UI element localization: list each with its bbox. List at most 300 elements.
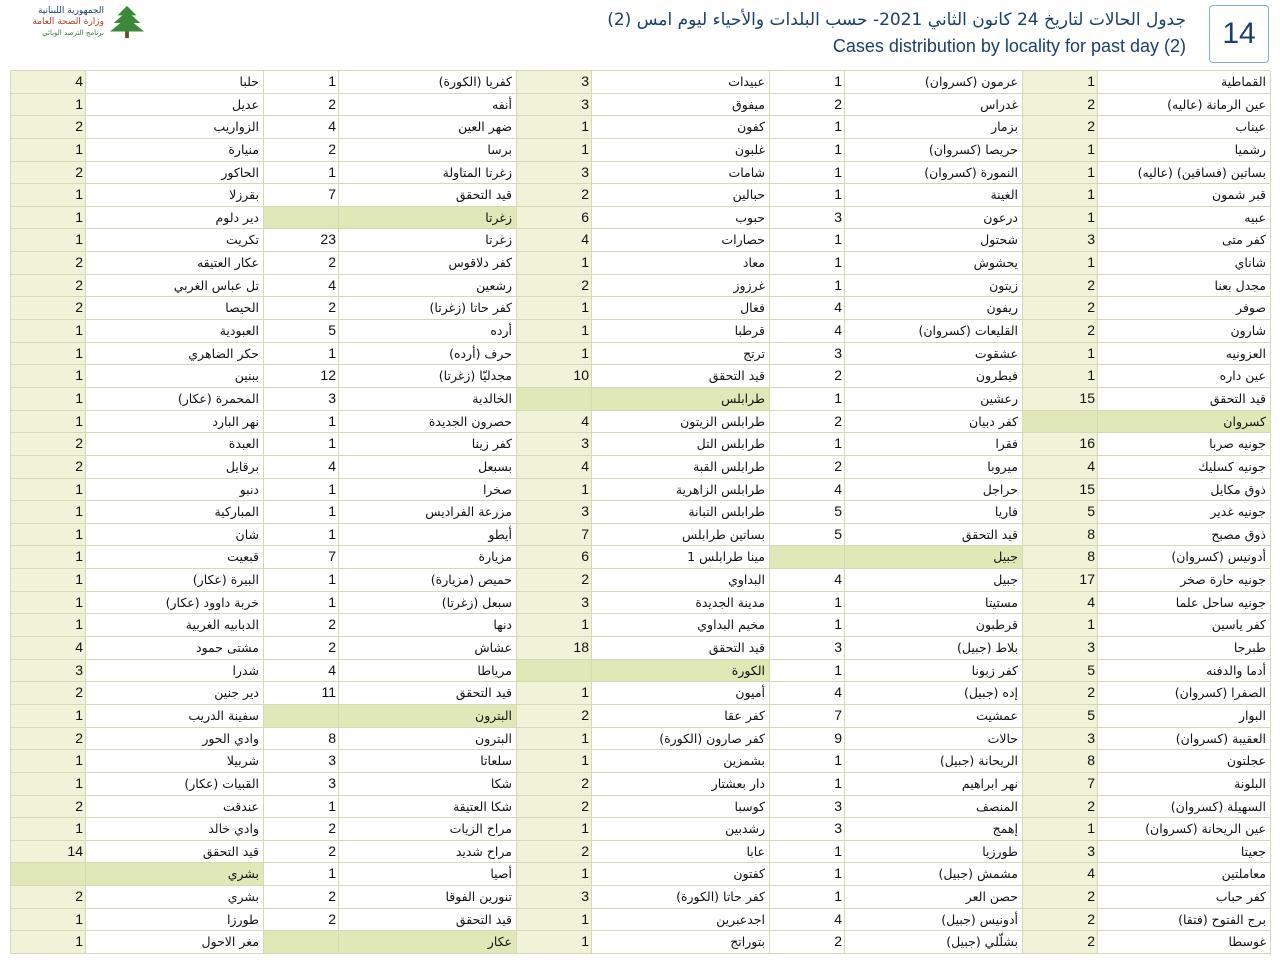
locality-cell: برسا bbox=[339, 139, 517, 162]
count-cell: 3 bbox=[264, 750, 339, 773]
count-cell: 1 bbox=[770, 139, 845, 162]
count-cell bbox=[1023, 411, 1098, 434]
count-cell: 1 bbox=[1023, 162, 1098, 185]
locality-cell: طرابلس الزاهرية bbox=[592, 479, 770, 502]
locality-cell: طبرجا bbox=[1098, 637, 1271, 660]
count-cell: 1 bbox=[264, 796, 339, 819]
locality-cell: الزواريب bbox=[86, 116, 264, 139]
locality-cell: مخيم البداوي bbox=[592, 614, 770, 637]
count-cell: 1 bbox=[11, 94, 86, 117]
count-cell: 5 bbox=[1023, 705, 1098, 728]
count-cell: 4 bbox=[770, 479, 845, 502]
locality-cell: كفر حاتا (الكورة) bbox=[592, 886, 770, 909]
locality-cell: كوسبا bbox=[592, 796, 770, 819]
locality-cell: حلبا bbox=[86, 71, 264, 94]
locality-cell: قيد التحقق bbox=[339, 682, 517, 705]
locality-cell: نهر ابراهيم bbox=[845, 773, 1023, 796]
locality-cell: معاملتين bbox=[1098, 863, 1271, 886]
locality-cell: دير جنين bbox=[86, 682, 264, 705]
count-cell: 2 bbox=[11, 252, 86, 275]
locality-cell: ريفون bbox=[845, 297, 1023, 320]
locality-cell: سلعاتا bbox=[339, 750, 517, 773]
locality-cell: رشدبين bbox=[592, 818, 770, 841]
locality-cell: البيرة (عكار) bbox=[86, 569, 264, 592]
locality-cell: قرطبا bbox=[592, 320, 770, 343]
page-header bbox=[0, 0, 1280, 68]
locality-cell: غلبون bbox=[592, 139, 770, 162]
locality-cell: أدما والدفنه bbox=[1098, 660, 1271, 683]
count-cell: 2 bbox=[264, 252, 339, 275]
locality-cell: شارون bbox=[1098, 320, 1271, 343]
locality-cell: عين داره bbox=[1098, 365, 1271, 388]
count-cell: 4 bbox=[770, 909, 845, 932]
count-cell: 1 bbox=[1023, 818, 1098, 841]
locality-cell: كفر دلاقوس bbox=[339, 252, 517, 275]
locality-cell: وادي الحور bbox=[86, 728, 264, 751]
locality-cell: بتوراتج bbox=[592, 931, 770, 954]
locality-cell: كفر زبونا bbox=[845, 660, 1023, 683]
locality-cell: عمشيت bbox=[845, 705, 1023, 728]
count-cell: 23 bbox=[264, 229, 339, 252]
locality-cell: طورزا bbox=[86, 909, 264, 932]
locality-cell: المنصف bbox=[845, 796, 1023, 819]
locality-cell: جونيه حارة صخر bbox=[1098, 569, 1271, 592]
count-cell: 2 bbox=[264, 94, 339, 117]
count-cell: 1 bbox=[770, 773, 845, 796]
locality-cell: المحمرة (عكار) bbox=[86, 388, 264, 411]
count-cell: 1 bbox=[11, 773, 86, 796]
count-cell: 1 bbox=[11, 343, 86, 366]
count-cell: 11 bbox=[264, 682, 339, 705]
locality-cell: مشتى حمود bbox=[86, 637, 264, 660]
locality-cell: تنورين الفوقا bbox=[339, 886, 517, 909]
count-cell: 1 bbox=[770, 388, 845, 411]
district-header-cell: البترون bbox=[339, 705, 517, 728]
page-title-english: Cases distribution by locality for past day (2) bbox=[832, 36, 1186, 56]
count-cell: 4 bbox=[517, 229, 592, 252]
count-cell: 3 bbox=[1023, 728, 1098, 751]
count-cell: 1 bbox=[11, 320, 86, 343]
locality-cell: حرف (أرده) bbox=[339, 343, 517, 366]
locality-cell: ببنين bbox=[86, 365, 264, 388]
locality-cell: مراح شديد bbox=[339, 841, 517, 864]
count-cell: 4 bbox=[264, 660, 339, 683]
count-cell: 2 bbox=[1023, 297, 1098, 320]
ministry-logo bbox=[8, 2, 140, 44]
count-cell bbox=[264, 207, 339, 230]
locality-cell: قيد التحقق bbox=[339, 184, 517, 207]
locality-cell: طرابلس القبة bbox=[592, 456, 770, 479]
count-cell: 2 bbox=[1023, 931, 1098, 954]
count-cell: 9 bbox=[770, 728, 845, 751]
count-cell: 2 bbox=[1023, 94, 1098, 117]
count-cell: 1 bbox=[1023, 207, 1098, 230]
locality-cell: عشاش bbox=[339, 637, 517, 660]
count-cell: 2 bbox=[517, 773, 592, 796]
count-cell: 5 bbox=[1023, 501, 1098, 524]
count-cell: 1 bbox=[264, 433, 339, 456]
locality-cell: ميفوق bbox=[592, 94, 770, 117]
count-cell: 1 bbox=[11, 229, 86, 252]
locality-cell: جعيتا bbox=[1098, 841, 1271, 864]
count-cell: 2 bbox=[11, 116, 86, 139]
count-cell: 3 bbox=[517, 162, 592, 185]
count-cell: 1 bbox=[11, 365, 86, 388]
count-cell: 8 bbox=[1023, 546, 1098, 569]
count-cell: 3 bbox=[264, 388, 339, 411]
locality-cell: شاناي bbox=[1098, 252, 1271, 275]
count-cell: 1 bbox=[264, 479, 339, 502]
count-cell: 2 bbox=[517, 705, 592, 728]
locality-cell: أرده bbox=[339, 320, 517, 343]
locality-cell: النمورة (كسروان) bbox=[845, 162, 1023, 185]
locality-cell: مرياطا bbox=[339, 660, 517, 683]
locality-cell: عرمون (كسروان) bbox=[845, 71, 1023, 94]
count-cell: 6 bbox=[517, 207, 592, 230]
locality-cell: أنفه bbox=[339, 94, 517, 117]
count-cell: 1 bbox=[11, 818, 86, 841]
count-cell: 1 bbox=[11, 931, 86, 954]
count-cell: 3 bbox=[770, 207, 845, 230]
count-cell: 2 bbox=[11, 682, 86, 705]
locality-cell: عديل bbox=[86, 94, 264, 117]
locality-cell: عابا bbox=[592, 841, 770, 864]
locality-cell: يحشوش bbox=[845, 252, 1023, 275]
locality-cell: الخالدية bbox=[339, 388, 517, 411]
locality-cell: مينا طرابلس 1 bbox=[592, 546, 770, 569]
locality-cell: طرابلس التل bbox=[592, 433, 770, 456]
count-cell: 17 bbox=[1023, 569, 1098, 592]
locality-cell: مستيتا bbox=[845, 592, 1023, 615]
count-cell: 1 bbox=[1023, 184, 1098, 207]
count-cell: 1 bbox=[11, 592, 86, 615]
count-cell: 4 bbox=[264, 275, 339, 298]
count-cell: 1 bbox=[517, 750, 592, 773]
locality-cell: بشمزين bbox=[592, 750, 770, 773]
count-cell: 4 bbox=[1023, 863, 1098, 886]
count-cell: 1 bbox=[517, 116, 592, 139]
district-header-cell: الكورة bbox=[592, 660, 770, 683]
count-cell: 14 bbox=[11, 841, 86, 864]
count-cell: 1 bbox=[264, 343, 339, 366]
locality-cell: قبعيت bbox=[86, 546, 264, 569]
locality-cell: كفر ياسين bbox=[1098, 614, 1271, 637]
locality-cell: عين الريحانة (كسروان) bbox=[1098, 818, 1271, 841]
locality-cell: الحيصا bbox=[86, 297, 264, 320]
locality-cell: كفر حباب bbox=[1098, 886, 1271, 909]
count-cell: 3 bbox=[517, 592, 592, 615]
count-cell: 2 bbox=[517, 841, 592, 864]
locality-cell: أدونيس (جبيل) bbox=[845, 909, 1023, 932]
count-cell: 1 bbox=[770, 71, 845, 94]
locality-cell: البداوي bbox=[592, 569, 770, 592]
locality-cell: البلونة bbox=[1098, 773, 1271, 796]
count-cell: 1 bbox=[1023, 71, 1098, 94]
count-cell: 3 bbox=[770, 637, 845, 660]
count-cell: 1 bbox=[11, 524, 86, 547]
count-cell: 4 bbox=[1023, 592, 1098, 615]
locality-cell: ذوق مكايل bbox=[1098, 479, 1271, 502]
locality-cell: كفر عقا bbox=[592, 705, 770, 728]
locality-cell: قيد التحقق bbox=[592, 637, 770, 660]
count-cell: 3 bbox=[770, 796, 845, 819]
count-cell: 1 bbox=[11, 184, 86, 207]
locality-cell: ميروبا bbox=[845, 456, 1023, 479]
locality-cell: صخرا bbox=[339, 479, 517, 502]
count-cell: 2 bbox=[1023, 275, 1098, 298]
count-cell: 10 bbox=[517, 365, 592, 388]
count-cell: 4 bbox=[770, 682, 845, 705]
locality-cell: القبيات (عكار) bbox=[86, 773, 264, 796]
count-cell: 8 bbox=[264, 728, 339, 751]
locality-cell: رشعين bbox=[339, 275, 517, 298]
locality-cell: الدبابيه الغربية bbox=[86, 614, 264, 637]
locality-cell: بلاط (جبيل) bbox=[845, 637, 1023, 660]
locality-cell: قبر شمون bbox=[1098, 184, 1271, 207]
count-cell: 2 bbox=[1023, 116, 1098, 139]
count-cell: 2 bbox=[770, 411, 845, 434]
locality-cell: العزونيه bbox=[1098, 343, 1271, 366]
district-header-cell: كسروان bbox=[1098, 411, 1271, 434]
locality-cell: كفر متى bbox=[1098, 229, 1271, 252]
count-cell: 3 bbox=[11, 660, 86, 683]
locality-cell: طرابلس الزيتون bbox=[592, 411, 770, 434]
count-cell: 1 bbox=[770, 184, 845, 207]
count-cell bbox=[517, 660, 592, 683]
count-cell: 1 bbox=[770, 229, 845, 252]
count-cell: 2 bbox=[11, 297, 86, 320]
count-cell: 1 bbox=[1023, 252, 1098, 275]
district-header-cell: بشري bbox=[86, 863, 264, 886]
count-cell: 3 bbox=[1023, 637, 1098, 660]
locality-cell: حريصا (كسروان) bbox=[845, 139, 1023, 162]
locality-cell: كفر دبيان bbox=[845, 411, 1023, 434]
locality-cell: أيطو bbox=[339, 524, 517, 547]
locality-cell: غرزوز bbox=[592, 275, 770, 298]
locality-cell: كفر صارون (الكورة) bbox=[592, 728, 770, 751]
count-cell: 2 bbox=[1023, 886, 1098, 909]
count-cell: 3 bbox=[770, 343, 845, 366]
count-cell: 1 bbox=[1023, 365, 1098, 388]
count-cell: 4 bbox=[770, 569, 845, 592]
locality-cell: قيد التحقق bbox=[845, 524, 1023, 547]
locality-cell: السهيلة (كسروان) bbox=[1098, 796, 1271, 819]
locality-cell: نهر البارد bbox=[86, 411, 264, 434]
count-cell: 1 bbox=[264, 569, 339, 592]
count-cell: 2 bbox=[517, 184, 592, 207]
locality-cell: دير دلوم bbox=[86, 207, 264, 230]
locality-cell: ضهر العين bbox=[339, 116, 517, 139]
locality-cell: الريحانة (جبيل) bbox=[845, 750, 1023, 773]
count-cell: 1 bbox=[11, 479, 86, 502]
locality-cell: كفريا (الكورة) bbox=[339, 71, 517, 94]
count-cell: 1 bbox=[264, 162, 339, 185]
count-cell: 2 bbox=[264, 614, 339, 637]
count-cell: 1 bbox=[517, 297, 592, 320]
logo-line-program: برنامج الترصد الوبائي bbox=[42, 29, 104, 37]
count-cell: 1 bbox=[264, 411, 339, 434]
count-cell: 7 bbox=[770, 705, 845, 728]
count-cell: 1 bbox=[264, 71, 339, 94]
count-cell: 4 bbox=[11, 71, 86, 94]
count-cell bbox=[264, 705, 339, 728]
locality-cell: كفر حاتا (زغرتا) bbox=[339, 297, 517, 320]
count-cell: 3 bbox=[1023, 841, 1098, 864]
count-cell: 1 bbox=[517, 728, 592, 751]
count-cell: 1 bbox=[11, 388, 86, 411]
locality-cell: مراح الزيات bbox=[339, 818, 517, 841]
locality-cell: جونيه صربا bbox=[1098, 433, 1271, 456]
count-cell: 1 bbox=[264, 524, 339, 547]
count-cell: 5 bbox=[1023, 660, 1098, 683]
count-cell: 2 bbox=[1023, 909, 1098, 932]
count-cell: 4 bbox=[770, 297, 845, 320]
count-cell: 1 bbox=[11, 139, 86, 162]
count-cell: 2 bbox=[517, 275, 592, 298]
count-cell: 1 bbox=[11, 411, 86, 434]
page-number-badge: 14 bbox=[1209, 5, 1269, 63]
count-cell: 8 bbox=[1023, 750, 1098, 773]
locality-cell: برقايل bbox=[86, 456, 264, 479]
count-cell: 4 bbox=[264, 116, 339, 139]
locality-cell: مزيارة bbox=[339, 546, 517, 569]
locality-cell: فقرا bbox=[845, 433, 1023, 456]
count-cell: 1 bbox=[11, 705, 86, 728]
locality-cell: خربة داوود (عكار) bbox=[86, 592, 264, 615]
locality-cell: البوار bbox=[1098, 705, 1271, 728]
locality-cell: عبيدات bbox=[592, 71, 770, 94]
locality-cell: حالات bbox=[845, 728, 1023, 751]
locality-cell: شربيلا bbox=[86, 750, 264, 773]
count-cell: 2 bbox=[770, 456, 845, 479]
locality-cell: المباركية bbox=[86, 501, 264, 524]
count-cell: 18 bbox=[517, 637, 592, 660]
count-cell: 1 bbox=[1023, 139, 1098, 162]
count-cell: 1 bbox=[770, 614, 845, 637]
locality-cell: الصفرا (كسروان) bbox=[1098, 682, 1271, 705]
count-cell: 15 bbox=[1023, 388, 1098, 411]
count-cell: 1 bbox=[517, 479, 592, 502]
count-cell: 1 bbox=[11, 501, 86, 524]
district-header-cell: طرابلس bbox=[592, 388, 770, 411]
locality-cell: جبيل bbox=[845, 569, 1023, 592]
locality-cell: طورزيا bbox=[845, 841, 1023, 864]
count-cell: 2 bbox=[770, 365, 845, 388]
count-cell: 1 bbox=[11, 909, 86, 932]
locality-cell: عيناب bbox=[1098, 116, 1271, 139]
count-cell: 1 bbox=[517, 252, 592, 275]
locality-cell: جونيه غدير bbox=[1098, 501, 1271, 524]
locality-cell: شكا العتيقة bbox=[339, 796, 517, 819]
locality-cell: شحتول bbox=[845, 229, 1023, 252]
count-cell: 4 bbox=[264, 456, 339, 479]
locality-cell: أدونيس (كسروان) bbox=[1098, 546, 1271, 569]
cases-table bbox=[10, 70, 1270, 954]
locality-cell: بزمار bbox=[845, 116, 1023, 139]
locality-cell: قيد التحقق bbox=[1098, 388, 1271, 411]
count-cell: 1 bbox=[770, 886, 845, 909]
count-cell: 2 bbox=[264, 886, 339, 909]
count-cell: 3 bbox=[517, 886, 592, 909]
count-cell: 5 bbox=[770, 501, 845, 524]
district-header-cell: جبيل bbox=[845, 546, 1023, 569]
count-cell: 2 bbox=[11, 162, 86, 185]
locality-cell: شكا bbox=[339, 773, 517, 796]
cedar-icon bbox=[108, 4, 146, 40]
count-cell bbox=[517, 388, 592, 411]
count-cell: 2 bbox=[264, 818, 339, 841]
count-cell: 1 bbox=[517, 343, 592, 366]
count-cell: 2 bbox=[264, 139, 339, 162]
count-cell: 3 bbox=[264, 773, 339, 796]
locality-cell: حصارات bbox=[592, 229, 770, 252]
count-cell: 3 bbox=[770, 818, 845, 841]
count-cell: 3 bbox=[1023, 229, 1098, 252]
district-header-cell: عكار bbox=[339, 931, 517, 954]
count-cell: 1 bbox=[770, 660, 845, 683]
count-cell bbox=[11, 863, 86, 886]
count-cell bbox=[264, 931, 339, 954]
locality-cell: إهمج bbox=[845, 818, 1023, 841]
locality-cell: جونيه ساحل علما bbox=[1098, 592, 1271, 615]
count-cell: 3 bbox=[517, 433, 592, 456]
locality-cell: حبوب bbox=[592, 207, 770, 230]
locality-cell: القماطية bbox=[1098, 71, 1271, 94]
locality-cell: رعشين bbox=[845, 388, 1023, 411]
locality-cell: العبودية bbox=[86, 320, 264, 343]
district-header-cell: زغرتا bbox=[339, 207, 517, 230]
count-cell: 2 bbox=[517, 569, 592, 592]
locality-cell: أميون bbox=[592, 682, 770, 705]
locality-cell: مجدليّا (زغرتا) bbox=[339, 365, 517, 388]
logo-line-ministry: وزارة الصحة العامة bbox=[32, 17, 104, 27]
count-cell: 1 bbox=[264, 863, 339, 886]
count-cell: 2 bbox=[11, 886, 86, 909]
locality-cell: سبعل (زغرتا) bbox=[339, 592, 517, 615]
count-cell: 2 bbox=[264, 297, 339, 320]
locality-cell: رشميا bbox=[1098, 139, 1271, 162]
locality-cell: بساتين (فساقين) (عاليه) bbox=[1098, 162, 1271, 185]
locality-cell: قيد التحقق bbox=[592, 365, 770, 388]
locality-cell: فغال bbox=[592, 297, 770, 320]
locality-cell: مدينة الجديدة bbox=[592, 592, 770, 615]
locality-cell: الغينة bbox=[845, 184, 1023, 207]
locality-cell: مجدل بعنا bbox=[1098, 275, 1271, 298]
page-title-arabic: جدول الحالات لتاريخ 24 كانون الثاني 2021- حسب البلدات والأحياء ليوم امس (2) bbox=[607, 10, 1186, 30]
locality-cell: عبيه bbox=[1098, 207, 1271, 230]
count-cell: 15 bbox=[1023, 479, 1098, 502]
locality-cell: كفون bbox=[592, 116, 770, 139]
locality-cell: عشقوت bbox=[845, 343, 1023, 366]
locality-cell: تل عباس الغربي bbox=[86, 275, 264, 298]
locality-cell: بسبعل bbox=[339, 456, 517, 479]
locality-cell: كفر زينا bbox=[339, 433, 517, 456]
count-cell: 2 bbox=[11, 796, 86, 819]
locality-cell: معاد bbox=[592, 252, 770, 275]
count-cell: 1 bbox=[770, 433, 845, 456]
count-cell: 1 bbox=[11, 569, 86, 592]
locality-cell: تكريت bbox=[86, 229, 264, 252]
locality-cell: صوفر bbox=[1098, 297, 1271, 320]
locality-cell: اجدعبرين bbox=[592, 909, 770, 932]
count-cell: 1 bbox=[770, 252, 845, 275]
count-cell: 4 bbox=[517, 456, 592, 479]
locality-cell: القليعات (كسروان) bbox=[845, 320, 1023, 343]
count-cell: 1 bbox=[770, 592, 845, 615]
locality-cell: شان bbox=[86, 524, 264, 547]
locality-cell: حبالين bbox=[592, 184, 770, 207]
locality-cell: دار بعشتار bbox=[592, 773, 770, 796]
